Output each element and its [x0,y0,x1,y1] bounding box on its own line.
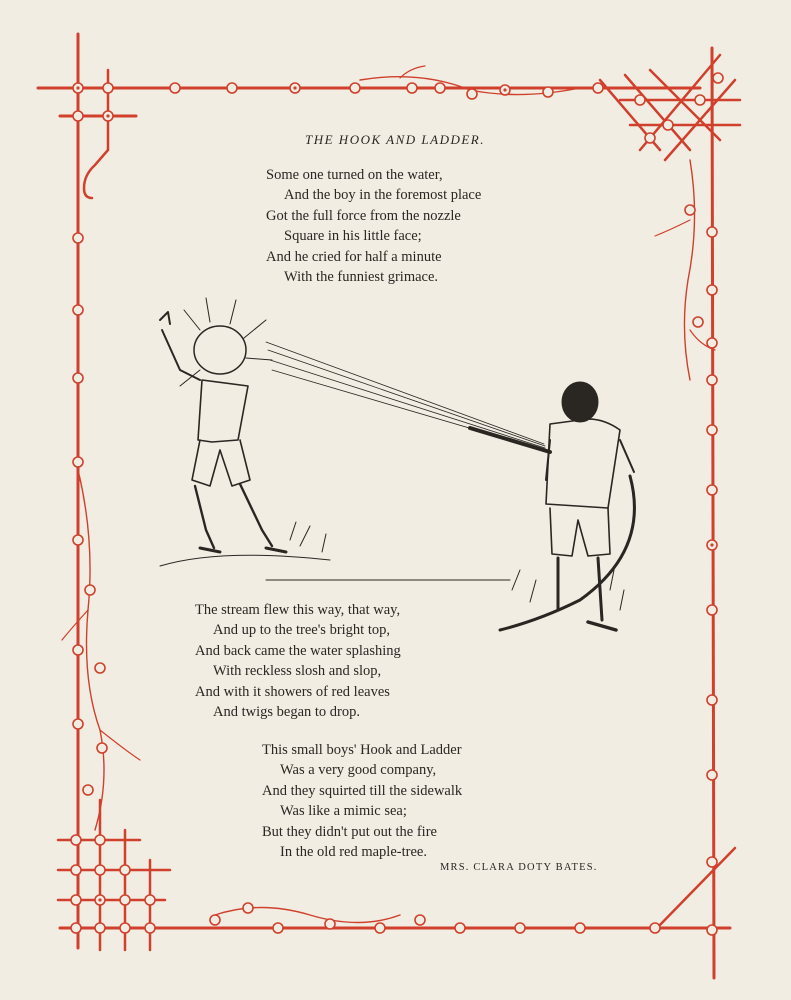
poem-line: The stream flew this way, that way, [195,602,401,618]
poem-line: And he cried for half a minute [266,248,442,265]
poem-line: And they squirted till the sidewalk [262,782,463,799]
poem-line: But they didn't put out the fire [262,823,437,840]
poem-line: And twigs began to drop. [213,704,360,721]
poem-title: THE HOOK AND LADDER. [305,132,485,147]
poem-line: In the old red maple-tree. [280,844,427,861]
stanza-3 [262,740,462,862]
poem-line: With reckless slosh and slop, [213,663,382,680]
poem-line: Got the full force from the nozzle [266,207,461,224]
stanza-2 [195,600,401,722]
poem-line: Was a very good company, [280,762,437,779]
poem-line: Square in his little face; [284,228,422,245]
poem-line: With the funniest grimace. [284,269,439,286]
stanza-1 [266,165,481,287]
poem-line: Some one turned on the water, [266,167,443,183]
poem-line: And up to the tree's bright top, [213,622,390,639]
boys-with-hose-illustration-icon [140,290,650,650]
poem-line: This small boys' Hook and Ladder [262,742,462,758]
poem-line: And the boy in the foremost place [284,187,482,204]
poem-line: And with it showers of red leaves [195,683,390,700]
poem-author: MRS. CLARA DOTY BATES. [440,862,598,873]
poem-line: And back came the water splashing [195,642,401,659]
poem-line: Was like a mimic sea; [280,803,407,820]
